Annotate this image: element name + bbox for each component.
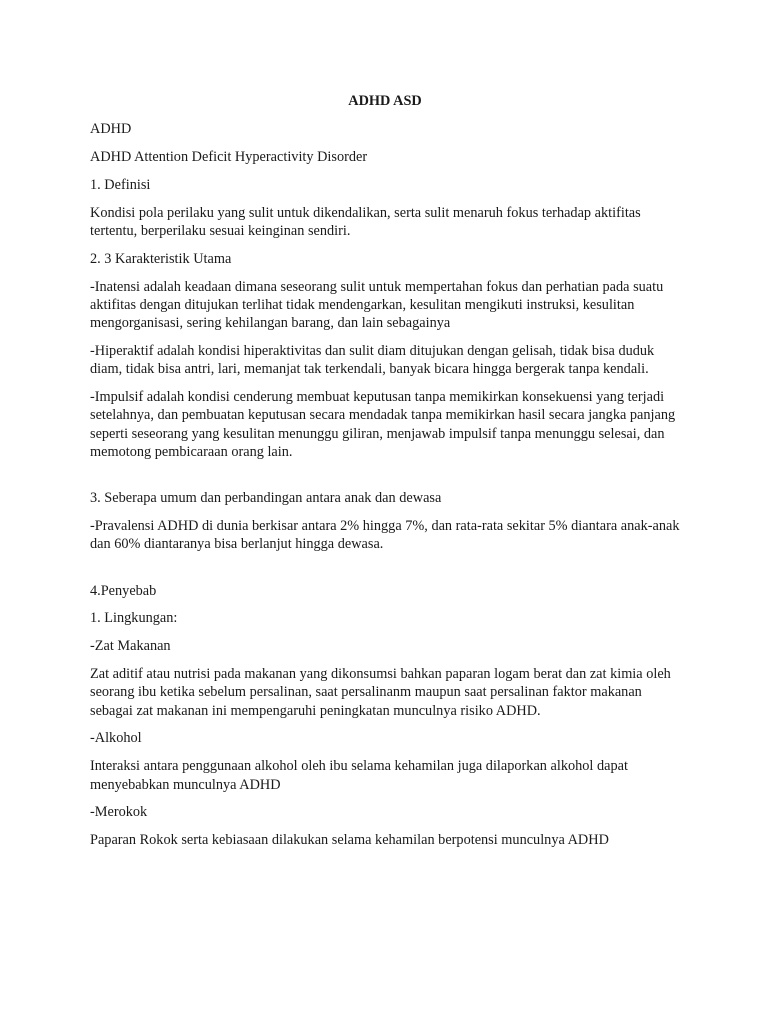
section-heading-penyebab: 4.Penyebab	[90, 582, 157, 599]
blank-line	[90, 471, 680, 490]
section-heading-prevalensi: 3. Seberapa umum dan perbandingan antara anak dan dewasa	[90, 490, 442, 507]
paragraph-impulsif: -Impulsif adalah kondisi cenderung membuat keputusan tanpa memikirkan konsekuensi yang terjadi setelahnya, dan pembuatan keputusan secara mendadak tanpa memikirkan hasil secara jangka panjang seperti seseorang yang kesulitan menunggu giliran, menjawab impulsif tanpa menunggu selesai, dan memotong pembicaraan orang lain.	[90, 389, 676, 460]
section-heading-definisi: 1. Definisi	[90, 176, 151, 193]
document-title: ADHD ASD	[348, 93, 422, 109]
heading-adhd-full-name: ADHD Attention Deficit Hyperactivity Disorder	[90, 149, 368, 166]
paragraph-prevalensi: -Pravalensi ADHD di dunia berkisar antara 2% hingga 7%, dan rata-rata sekitar 5% diantara anak-anak dan 60% diantaranya bisa berlanjut hingga dewasa.	[90, 518, 680, 553]
subheading-zat-makanan: -Zat Makanan	[90, 638, 171, 655]
paragraph-hiperaktif: -Hiperaktif adalah kondisi hiperaktivitas dan sulit diam ditujukan dengan gelisah, tidak bisa duduk diam, tidak bisa antri, lari, memanjat tak terkendali, banyak bicara hingga bergerak tanpa kendali.	[90, 342, 655, 378]
blank-line	[90, 563, 680, 582]
paragraph-alkohol: Interaksi antara penggunaan alkohol oleh ibu selama kehamilan juga dilaporkan alkohol dapat menyebabkan munculnya ADHD	[90, 758, 628, 793]
subheading-lingkungan: 1. Lingkungan:	[90, 610, 178, 627]
paragraph-inatensi: -Inatensi adalah keadaan dimana seseorang sulit untuk mempertahan fokus dan perhatian pada suatu aktifitas dengan ditujukan terlihat tidak mendengarkan, kesulitan mengikuti instruksi, kesulitan mengorganisasi, sering kehilangan barang, dan lain sebagainya	[90, 278, 664, 332]
document-body	[90, 92, 680, 859]
paragraph-zat-makanan: Zat aditif atau nutrisi pada makanan yang dikonsumsi bahkan paparan logam berat dan zat kimia oleh seorang ibu ketika sebelum persalinan, saat persalinanm maupun saat persalinan faktor makanan sebagai zat makanan ini mempengaruhi peningkatan munculnya risiko ADHD.	[90, 666, 671, 719]
paragraph-merokok: Paparan Rokok serta kebiasaan dilakukan selama kehamilan berpotensi munculnya ADHD	[90, 832, 609, 849]
section-heading-karakteristik: 2. 3 Karakteristik Utama	[90, 250, 232, 267]
subheading-alkohol: -Alkohol	[90, 730, 142, 747]
paragraph-definisi: Kondisi pola perilaku yang sulit untuk dikendalikan, serta sulit menaruh fokus terhadap aktifitas tertentu, berperilaku sesuai keinginan sendiri.	[90, 204, 641, 239]
subheading-merokok: -Merokok	[90, 804, 148, 821]
heading-adhd: ADHD	[90, 121, 132, 138]
